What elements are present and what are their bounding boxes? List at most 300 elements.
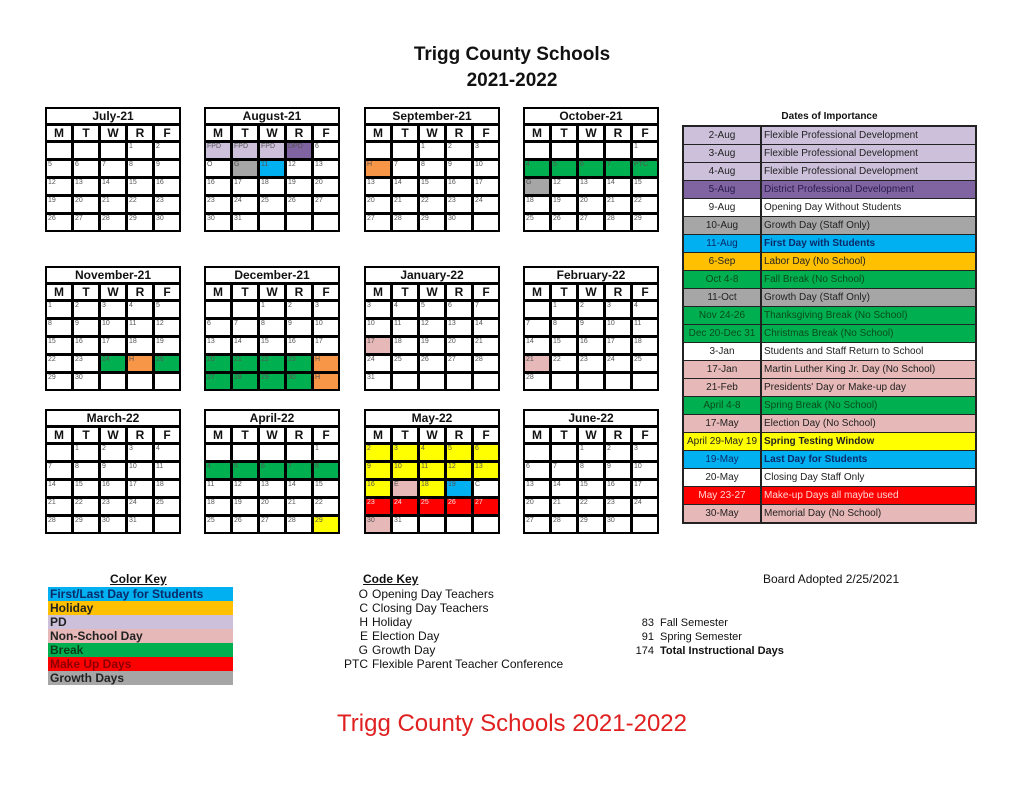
day-cell xyxy=(206,445,230,460)
day-cell: 28 xyxy=(287,517,311,532)
weekday-header: M xyxy=(206,428,230,442)
important-date-description: Flexible Professional Development xyxy=(762,145,975,162)
day-cell: 28 xyxy=(552,517,576,532)
day-cell: FPD xyxy=(260,143,284,158)
day-cell: 13 xyxy=(206,338,230,353)
code-key-item xyxy=(338,629,563,643)
day-cell: 12 xyxy=(552,179,576,194)
weekday-header: F xyxy=(633,285,657,299)
day-cell xyxy=(579,374,603,389)
month-title: December-21 xyxy=(206,268,338,282)
day-cell: 31 xyxy=(233,215,257,230)
day-cell: 1 xyxy=(314,445,338,460)
day-cell: 29 xyxy=(74,517,98,532)
day-cell: 12 xyxy=(420,320,444,335)
day-cell: 27 xyxy=(525,517,549,532)
day-cell xyxy=(552,374,576,389)
day-cell: 12 xyxy=(447,463,471,478)
day-cell: 30 xyxy=(366,517,390,532)
day-cell: 24 xyxy=(233,197,257,212)
weekday-header: R xyxy=(128,285,152,299)
day-cell xyxy=(287,445,311,460)
day-cell: 22 xyxy=(74,499,98,514)
day-cell: 15 xyxy=(552,338,576,353)
month-calendar xyxy=(364,266,500,391)
day-cell xyxy=(233,445,257,460)
day-cell: 2 xyxy=(155,143,179,158)
day-cell: 24 xyxy=(393,499,417,514)
code-key xyxy=(338,587,563,671)
day-cell: 17 xyxy=(606,338,630,353)
day-cell: 10 xyxy=(366,320,390,335)
day-cell: 5 xyxy=(155,302,179,317)
weekday-header: T xyxy=(393,428,417,442)
month-title: March-22 xyxy=(47,411,179,425)
weekday-header: W xyxy=(101,428,125,442)
day-cell: 22 xyxy=(314,499,338,514)
weekday-header: T xyxy=(74,428,98,442)
weekday-header: T xyxy=(233,285,257,299)
weekday-header: R xyxy=(447,428,471,442)
day-cell: 27 xyxy=(366,215,390,230)
day-cell: 14 xyxy=(606,179,630,194)
day-cell: 16 xyxy=(101,481,125,496)
code-letter: G xyxy=(358,643,368,657)
day-cell: 30 xyxy=(101,517,125,532)
weekday-header: F xyxy=(633,428,657,442)
month-calendar xyxy=(523,107,659,232)
day-cell: 20 xyxy=(206,356,230,371)
day-cell xyxy=(633,374,657,389)
month-calendar xyxy=(204,409,340,534)
important-date: 2-Aug xyxy=(684,127,760,144)
month-title: January-22 xyxy=(366,268,498,282)
day-cell: 6 xyxy=(447,302,471,317)
color-key-item: PD xyxy=(48,615,233,629)
weekday-header: M xyxy=(47,126,71,140)
day-cell: 18 xyxy=(155,481,179,496)
day-cell: 6 xyxy=(74,161,98,176)
day-cell: 13 xyxy=(314,161,338,176)
day-cell: 29 xyxy=(579,517,603,532)
day-cell: 25 xyxy=(633,356,657,371)
semester-day-counts xyxy=(628,616,784,658)
day-cell: 13 xyxy=(579,179,603,194)
day-cell: PTC xyxy=(633,161,657,176)
day-cell: 8 xyxy=(420,161,444,176)
month-title: April-22 xyxy=(206,411,338,425)
day-cell: 24 xyxy=(128,499,152,514)
day-cell: 13 xyxy=(74,179,98,194)
color-key xyxy=(48,587,233,685)
day-cell: 30 xyxy=(206,215,230,230)
day-cell: 12 xyxy=(233,481,257,496)
weekday-header: F xyxy=(314,285,338,299)
day-cell: 15 xyxy=(260,338,284,353)
day-cell: 2 xyxy=(606,445,630,460)
day-cell: 28 xyxy=(393,215,417,230)
code-label: Flexible Parent Teacher Conference xyxy=(372,657,564,671)
day-cell: 1 xyxy=(633,143,657,158)
day-cell: 26 xyxy=(233,517,257,532)
board-adopted-note: Board Adopted 2/25/2021 xyxy=(763,572,900,586)
day-cell: 29 xyxy=(314,517,338,532)
day-cell xyxy=(260,445,284,460)
month-title: October-21 xyxy=(525,109,657,123)
day-cell: 3 xyxy=(606,302,630,317)
day-cell: 10 xyxy=(474,161,498,176)
day-cell: 19 xyxy=(155,338,179,353)
day-cell: 15 xyxy=(314,481,338,496)
day-cell xyxy=(606,143,630,158)
important-date: 4-Aug xyxy=(684,163,760,180)
day-cell: 2 xyxy=(579,302,603,317)
day-cell: 14 xyxy=(474,320,498,335)
day-cell: 28 xyxy=(233,374,257,389)
day-cell xyxy=(552,445,576,460)
important-date-row xyxy=(684,307,975,324)
day-cell: 7 xyxy=(287,463,311,478)
month-title: September-21 xyxy=(366,109,498,123)
day-cell: 30 xyxy=(447,215,471,230)
code-key-item xyxy=(338,587,563,601)
day-cell: 9 xyxy=(155,161,179,176)
important-date-description: Opening Day Without Students xyxy=(762,199,975,216)
day-cell: 26 xyxy=(447,499,471,514)
weekday-header: W xyxy=(260,126,284,140)
important-date: 3-Aug xyxy=(684,145,760,162)
day-cell: 31 xyxy=(128,517,152,532)
important-date: 10-Aug xyxy=(684,217,760,234)
important-date-row xyxy=(684,361,975,378)
day-cell: 1 xyxy=(260,302,284,317)
day-cell: 29 xyxy=(47,374,71,389)
important-date-row xyxy=(684,469,975,486)
day-cell: 19 xyxy=(552,197,576,212)
day-cell: 21 xyxy=(47,499,71,514)
day-cell: 5 xyxy=(420,302,444,317)
month-title: November-21 xyxy=(47,268,179,282)
day-cell: C xyxy=(474,481,498,496)
day-cell: 3 xyxy=(633,445,657,460)
day-cell xyxy=(74,143,98,158)
day-cell: 24 xyxy=(606,356,630,371)
day-cell: 21 xyxy=(101,197,125,212)
important-date: April 4-8 xyxy=(684,397,760,414)
weekday-header: F xyxy=(474,285,498,299)
day-cell: 19 xyxy=(420,338,444,353)
important-date-row xyxy=(684,235,975,252)
day-cell xyxy=(393,143,417,158)
important-date-row xyxy=(684,343,975,360)
day-count: 174 xyxy=(635,645,654,657)
day-count: 91 xyxy=(641,631,654,643)
code-letter: E xyxy=(359,629,368,643)
day-cell: 27 xyxy=(206,374,230,389)
dates-of-importance-title: Dates of Importance xyxy=(781,111,878,122)
weekday-header: M xyxy=(525,126,549,140)
day-cell: 16 xyxy=(579,338,603,353)
day-cell: 20 xyxy=(260,499,284,514)
semester-label: Fall Semester xyxy=(660,617,728,629)
day-cell: 9 xyxy=(447,161,471,176)
weekday-header: R xyxy=(287,126,311,140)
color-key-item: First/Last Day for Students xyxy=(48,587,233,601)
important-date-description: District Professional Development xyxy=(762,181,975,198)
month-title: June-22 xyxy=(525,411,657,425)
important-date: 11-Oct xyxy=(684,289,760,306)
day-cell: 29 xyxy=(633,215,657,230)
day-cell: 14 xyxy=(552,481,576,496)
day-cell xyxy=(552,143,576,158)
day-cell: 9 xyxy=(579,320,603,335)
day-cell: 5 xyxy=(47,161,71,176)
day-cell: 22 xyxy=(420,197,444,212)
day-cell: 4 xyxy=(155,445,179,460)
footer-title: Trigg County Schools 2021-2022 xyxy=(337,710,687,737)
day-cell: 8 xyxy=(74,463,98,478)
day-cell: 16 xyxy=(155,179,179,194)
code-letter: O xyxy=(358,587,368,601)
day-cell: 15 xyxy=(128,179,152,194)
day-cell xyxy=(393,374,417,389)
day-cell xyxy=(633,517,657,532)
day-cell: 23 xyxy=(206,197,230,212)
day-cell: 14 xyxy=(47,481,71,496)
day-cell: 8 xyxy=(128,161,152,176)
day-cell xyxy=(525,445,549,460)
month-calendar xyxy=(364,107,500,232)
code-key-item xyxy=(338,643,563,657)
day-cell: 9 xyxy=(101,463,125,478)
day-cell: 5 xyxy=(233,463,257,478)
day-cell: 31 xyxy=(366,374,390,389)
month-day-grid xyxy=(47,126,179,230)
day-cell: 7 xyxy=(474,302,498,317)
day-cell: 14 xyxy=(287,481,311,496)
code-key-item xyxy=(338,615,563,629)
day-cell: 14 xyxy=(393,179,417,194)
weekday-header: R xyxy=(287,285,311,299)
day-cell xyxy=(525,302,549,317)
day-cell: 6 xyxy=(474,445,498,460)
month-day-grid xyxy=(366,428,498,532)
weekday-header: T xyxy=(393,126,417,140)
important-date: Oct 4-8 xyxy=(684,271,760,288)
weekday-header: T xyxy=(552,285,576,299)
day-cell: 13 xyxy=(525,481,549,496)
important-date: April 29-May 19 xyxy=(684,433,760,450)
day-cell xyxy=(260,215,284,230)
code-key-item xyxy=(338,601,563,615)
important-date-row xyxy=(684,127,975,144)
important-date-row xyxy=(684,181,975,198)
month-calendar xyxy=(45,107,181,232)
day-cell: 2 xyxy=(447,143,471,158)
weekday-header: F xyxy=(314,126,338,140)
day-cell: H xyxy=(314,374,338,389)
weekday-header: R xyxy=(128,126,152,140)
day-cell: 24 xyxy=(474,197,498,212)
day-cell: 30 xyxy=(155,215,179,230)
day-cell xyxy=(155,374,179,389)
semester-count-row xyxy=(628,616,784,630)
day-cell xyxy=(101,143,125,158)
month-calendar xyxy=(45,409,181,534)
day-cell: 11 xyxy=(206,481,230,496)
important-date-description: First Day with Students xyxy=(762,235,975,252)
day-cell: 14 xyxy=(525,338,549,353)
weekday-header: W xyxy=(420,285,444,299)
important-date-row xyxy=(684,253,975,270)
month-day-grid xyxy=(525,285,657,389)
day-cell: 1 xyxy=(552,302,576,317)
day-cell: 22 xyxy=(579,499,603,514)
day-cell: H xyxy=(366,161,390,176)
day-cell: 19 xyxy=(233,499,257,514)
important-date: 6-Sep xyxy=(684,253,760,270)
code-letter: H xyxy=(359,615,368,629)
important-date-row xyxy=(684,451,975,468)
day-cell: 1 xyxy=(74,445,98,460)
day-cell: DPD xyxy=(287,143,311,158)
weekday-header: F xyxy=(474,428,498,442)
semester-count-row xyxy=(628,644,784,658)
day-cell xyxy=(447,374,471,389)
day-cell: 13 xyxy=(366,179,390,194)
weekday-header: M xyxy=(525,285,549,299)
day-cell: 23 xyxy=(155,197,179,212)
day-cell: 7 xyxy=(47,463,71,478)
day-cell: 15 xyxy=(47,338,71,353)
important-date-description: Spring Break (No School) xyxy=(762,397,975,414)
day-cell: 11 xyxy=(420,463,444,478)
day-cell xyxy=(606,374,630,389)
day-cell: 17 xyxy=(633,481,657,496)
color-key-item: Holiday xyxy=(48,601,233,615)
day-cell xyxy=(420,374,444,389)
day-cell: 10 xyxy=(101,320,125,335)
day-cell: 27 xyxy=(579,215,603,230)
month-day-grid xyxy=(366,285,498,389)
day-cell: 17 xyxy=(128,481,152,496)
day-cell: 8 xyxy=(47,320,71,335)
important-date-row xyxy=(684,433,975,450)
weekday-header: F xyxy=(474,126,498,140)
important-date-row xyxy=(684,487,975,504)
day-cell: 17 xyxy=(474,179,498,194)
important-date-description: Growth Day (Staff Only) xyxy=(762,289,975,306)
day-cell: 13 xyxy=(260,481,284,496)
day-cell: 4 xyxy=(420,445,444,460)
important-date-description: Growth Day (Staff Only) xyxy=(762,217,975,234)
day-cell: 2 xyxy=(366,445,390,460)
important-date-row xyxy=(684,505,975,522)
day-cell: 19 xyxy=(447,481,471,496)
weekday-header: F xyxy=(314,428,338,442)
important-date-row xyxy=(684,379,975,396)
day-cell xyxy=(47,445,71,460)
day-cell: 18 xyxy=(393,338,417,353)
day-cell: 17 xyxy=(314,338,338,353)
important-date-description: Closing Day Staff Only xyxy=(762,469,975,486)
day-cell: 11 xyxy=(393,320,417,335)
important-date-row xyxy=(684,271,975,288)
day-cell: 10 xyxy=(128,463,152,478)
day-cell: 23 xyxy=(101,499,125,514)
day-cell: 11 xyxy=(155,463,179,478)
month-day-grid xyxy=(366,126,498,230)
important-date: 17-May xyxy=(684,415,760,432)
day-cell: 16 xyxy=(447,179,471,194)
weekday-header: W xyxy=(579,428,603,442)
color-key-title: Color Key xyxy=(110,572,167,586)
day-cell: 8 xyxy=(552,320,576,335)
day-cell: 24 xyxy=(633,499,657,514)
day-cell: 15 xyxy=(74,481,98,496)
important-date-description: Spring Testing Window xyxy=(762,433,975,450)
day-cell: 11 xyxy=(128,320,152,335)
day-cell: 6 xyxy=(260,463,284,478)
important-date: 21-Feb xyxy=(684,379,760,396)
day-cell: 24 xyxy=(101,356,125,371)
day-cell: 27 xyxy=(74,215,98,230)
day-cell: 10 xyxy=(393,463,417,478)
weekday-header: W xyxy=(420,428,444,442)
month-calendar xyxy=(523,266,659,391)
day-cell: 23 xyxy=(447,197,471,212)
day-cell: 27 xyxy=(474,499,498,514)
day-cell: O xyxy=(206,161,230,176)
day-cell: 10 xyxy=(633,463,657,478)
day-cell: 3 xyxy=(366,302,390,317)
day-cell xyxy=(287,215,311,230)
day-cell: 21 xyxy=(552,499,576,514)
day-cell: 4 xyxy=(206,463,230,478)
month-day-grid xyxy=(47,285,179,389)
day-cell: G xyxy=(525,179,549,194)
important-date-description: Presidents' Day or Make-up day xyxy=(762,379,975,396)
weekday-header: T xyxy=(74,285,98,299)
day-cell: 20 xyxy=(447,338,471,353)
important-date-row xyxy=(684,397,975,414)
day-cell: 28 xyxy=(606,215,630,230)
day-cell xyxy=(474,215,498,230)
page-title: Trigg County Schools xyxy=(413,44,611,65)
day-cell: 21 xyxy=(393,197,417,212)
weekday-header: R xyxy=(606,126,630,140)
day-cell xyxy=(314,215,338,230)
day-cell: 26 xyxy=(287,197,311,212)
day-cell: 6 xyxy=(206,320,230,335)
important-date-description: Flexible Professional Development xyxy=(762,163,975,180)
weekday-header: F xyxy=(155,428,179,442)
code-label: Holiday xyxy=(372,615,413,629)
important-date-row xyxy=(684,145,975,162)
code-key-title: Code Key xyxy=(363,572,419,586)
day-cell: 11 xyxy=(260,161,284,176)
day-cell: 18 xyxy=(260,179,284,194)
day-cell: 2 xyxy=(101,445,125,460)
important-date: 20-May xyxy=(684,469,760,486)
weekday-header: W xyxy=(579,126,603,140)
day-cell xyxy=(128,374,152,389)
day-cell: 3 xyxy=(474,143,498,158)
weekday-header: R xyxy=(606,428,630,442)
month-calendar xyxy=(364,409,500,534)
day-cell: 13 xyxy=(474,463,498,478)
day-cell: 16 xyxy=(287,338,311,353)
